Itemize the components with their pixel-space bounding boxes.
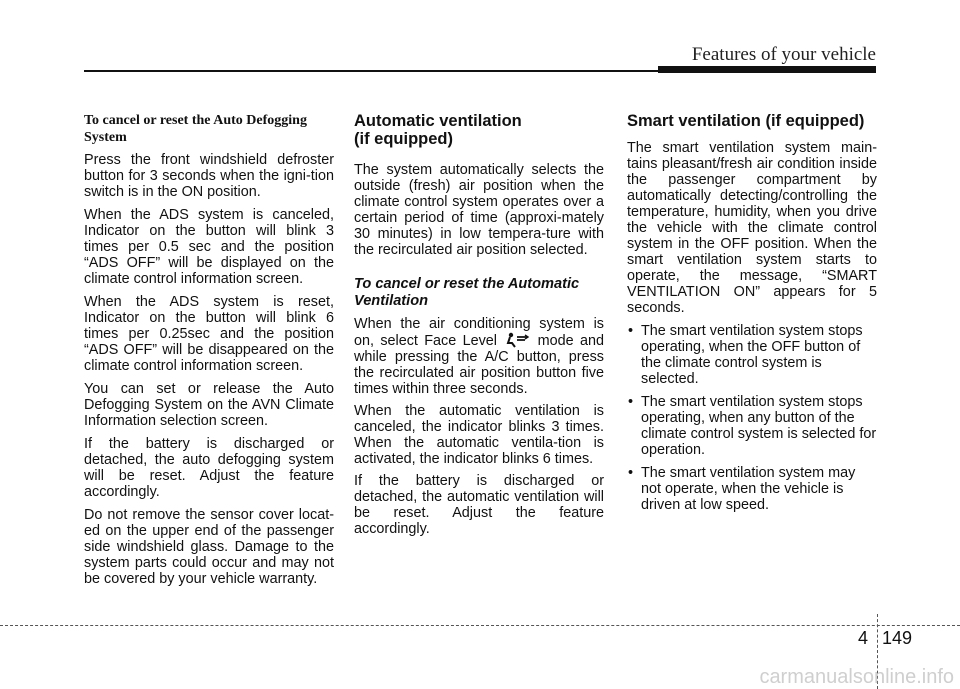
paragraph: Press the front windshield defroster button for 3 seconds when the igni-tion switch is in the ON position. [84,152,334,200]
column-3 [627,112,877,520]
header-bar [658,66,876,73]
bullet-list [627,323,877,513]
face-level-icon [503,332,531,348]
watermark: carmanualsonline.info [759,666,954,688]
section-heading-auto-defogging: To cancel or reset the Auto Defogging System [84,113,307,145]
bullet-item: • The smart ventilation system stops operating, when any button of the climate control system is selected for operation. [627,394,877,458]
paragraph: Do not remove the sensor cover locat-ed on the upper end of the passenger side windshield glass. Damage to the system parts could occur and may not be covered by your vehicle warranty. [84,507,334,587]
paragraph-text: mode and while pressing the A/C button, press the recirculated air position button five times within three seconds. [354,333,605,397]
page-number: 149 [882,628,913,648]
column-2 [354,112,604,543]
bullet-item: • The smart ventilation system may not operate, when the vehicle is driven at low speed. [627,465,877,513]
subheading-cancel-reset-ventilation: To cancel or reset the Automatic Ventilation [354,276,580,309]
paragraph: The system automatically selects the outside (fresh) air position when the climate control system operates over a certain period of time (approxi-mately 30 minutes) in low tempera-ture with the recirculated air position selected. [354,162,604,258]
paragraph-face-level [354,316,604,397]
bullet-item: • The smart ventilation system stops operating, when the OFF button of the climate control system is selected. [627,323,877,387]
paragraph-text: When the air conditioning system is on, select Face Level [354,316,604,349]
column-1 [84,112,334,594]
paragraph: When the automatic ventilation is canceled, the indicator blinks 3 times. When the automatic ventila-tion is activated, the indicator blinks 6 times. [354,403,604,467]
paragraph: The smart ventilation system main-tains pleasant/fresh air condition inside the passenger compartment by automatically detecting/controlling the temperature, humidity, when you drive the vehicle with the climate control system in the OFF position. When the smart ventilation system starts to operate, the message, “SMART VENTILATION ON” appears for 5 seconds. [627,140,877,316]
section-heading-automatic-ventilation: Automatic ventilation (if equipped) [354,112,522,148]
chapter-number: 4 [858,628,869,648]
paragraph: When the ADS system is reset, Indicator on the button will blink 6 times per 0.25sec and the position “ADS OFF” will be disappeared on the climate control information screen. [84,294,334,374]
footer-dashed-line [0,625,960,626]
paragraph: When the ADS system is canceled, Indicator on the button will blink 3 times per 0.5 sec and the position “ADS OFF” will be displayed on the climate control information screen. [84,207,334,287]
section-heading-smart-ventilation: Smart ventilation (if equipped) [627,112,865,130]
paragraph: If the battery is discharged or detached, the auto defogging system will be reset. Adjust the feature accordingly. [84,436,334,500]
running-header-title: Features of your vehicle [691,44,876,65]
header-rule [84,70,658,72]
paragraph: You can set or release the Auto Defogging System on the AVN Climate Information selection screen. [84,381,334,429]
paragraph: If the battery is discharged or detached, the automatic ventilation will be reset. Adjust the feature accordingly. [354,473,604,537]
